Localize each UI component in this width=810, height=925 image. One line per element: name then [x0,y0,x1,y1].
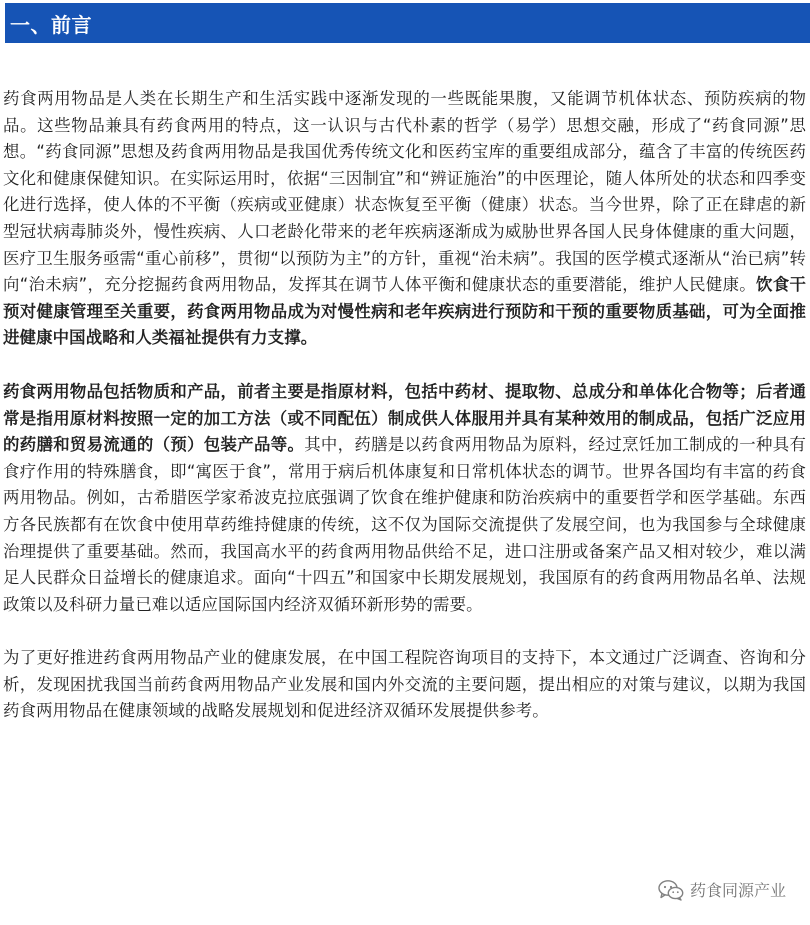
paragraph-emphasis: 药食两用物品包括物质和产品，前者主要是指原材料，包括中药材、提取物、总成分和单体化合物等；后者通常是指用原材料按照一定的加工方法（或不同配伍）制成供人体服用并具有某种效用的制成品，包括广泛应用的药膳和贸易流通的（预）包装产品等。 [3,381,806,455]
section-title: 一、前言 [10,12,92,37]
paragraph-text: 其中，药膳是以药食两用物品为原料，经过烹饪加工制成的一种具有食疗作用的特殊膳食，即“寓医于食”，常用于病后机体康复和日常机体状态的调节。世界各国均有丰富的药食两用物品。例如，古希腊医学家希波克拉底强调了饮食在维护健康和防治疾病中的重要哲学和医学基础。东西方各民族都有在饮食中使用草药维持健康的传统，这不仅为国际交流提供了发展空间，也为我国参与全球健康治理提供了重要基础。然而，我国高水平的药食两用物品供给不足，进口注册或备案产品又相对较少，难以满足人民群众日益增长的健康追求。面向“十四五”和国家中长期发展规划，我国原有的药食两用物品名单、法规政策以及科研力量已难以适应国际国内经济双循环新形势的需要。 [3,435,807,614]
paragraph-text: 为了更好推进药食两用物品产业的健康发展，在中国工程院咨询项目的支持下，本文通过广泛调查、咨询和分析，发现困扰我国当前药食两用物品产业发展和国内外交流的主要问题，提出相应的对策与建议，以期为我国药食两用物品在健康领域的战略发展规划和促进经济双循环发展提供参考。 [3,648,806,721]
article-body [0,86,810,725]
watermark-text: 药食同源产业 [690,878,786,901]
paragraph-purpose [0,645,810,725]
paragraph-emphasis: 饮食干预对健康管理至关重要，药食两用物品成为对慢性病和老年疾病进行预防和干预的重要物质基础，可为全面推进健康中国战略和人类福祉提供有力支撑。 [3,275,806,348]
paragraph-text: 药食两用物品是人类在长期生产和生活实践中逐渐发现的一些既能果腹，又能调节机体状态、预防疾病的物品。这些物品兼具有药食两用的特点，这一认识与古代朴素的哲学（易学）思想交融，形成了“药食同源”思想。“药食同源”思想及药食两用物品是我国优秀传统文化和医药宝库的重要组成部分，蕴含了丰富的传统医药文化和健康保健知识。在实际运用时，依据“三因制宜”和“辨证施治”的中医理论，随人体所处的状态和四季变化进行选择，使人体的不平衡（疾病或亚健康）状态恢复至平衡（健康）状态。当今世界，除了正在肆虐的新型冠状病毒肺炎外，慢性疾病、人口老龄化带来的老年疾病逐渐成为威胁世界各国人民身体健康的重大问题，医疗卫生服务亟需“重心前移”，贯彻“以预防为主”的方针，重视“治未病”。我国的医学模式逐渐从“治已病”转向“治未病”，充分挖掘药食两用物品，发挥其在调节人体平衡和健康状态的重要潜能，维护人民健康。 [3,89,806,295]
watermark [658,878,786,901]
wechat-icon [658,879,684,901]
paragraph-definition [0,379,810,618]
section-header [5,3,810,43]
paragraph-intro [0,86,810,352]
